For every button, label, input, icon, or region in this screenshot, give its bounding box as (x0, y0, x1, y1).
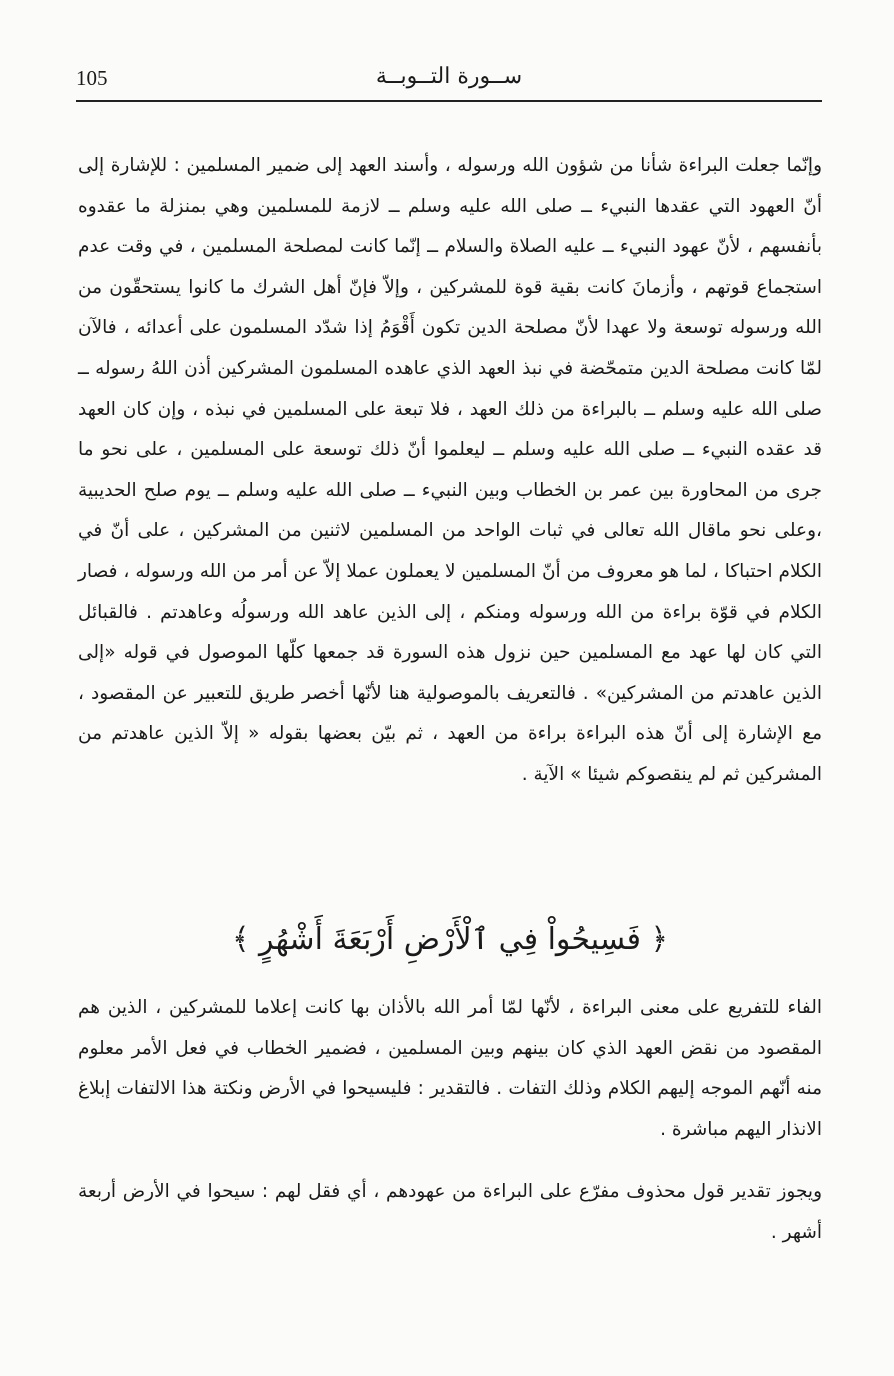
paragraph-2: الفاء للتفريع على معنى البراءة ، لأنّها لمّا أمر الله بالأذان بها كانت إعلاما للمشركين ، الذين هم المقصود من نقض العهد الذي كان بينهم وبين المسلمين ، فضمير الخطاب في فعل الأمر معلوم منه أنّهم الموجه إليهم الكلام وذلك التفات . فالتقدير : فليسيحوا في الأرض ونكتة هذا الالتفات إبلاغ الانذار اليهم مباشرة . (78, 997, 822, 1140)
paragraph-3: ويجوز تقدير قول محذوف مفرّع على البراءة من عهودهم ، أي فقل لهم : سيحوا في الأرض أربعة أشهر . (78, 1181, 822, 1243)
quran-verse: ﴿ فَسِيحُواْ فِي ٱلْأَرْضِ أَرْبَعَةَ أَشْهُرٍ ﴾ (231, 922, 669, 957)
page-number: 105 (76, 66, 108, 90)
page-header (76, 60, 822, 102)
running-title: ســورة التــوبــة (375, 64, 523, 89)
paragraph-1: وإنّما جعلت البراءة شأنا من شؤون الله ورسوله ، وأسند العهد إلى ضمير المسلمين : للإشارة إلى أنّ العهود التي عقدها النبيء ــ صلى الله عليه وسلم ــ لازمة للمسلمين وهي بمنزلة ما عقدوه بأنفسهم ، لأنّ عهود النبيء ــ عليه الصلاة والسلام ــ إنّما كانت لمصلحة المسلمين ، في وقت عدم استجماع قوتهم ، وأزمانَ كانت بقية قوة للمشركين ، وإلاّ فإنّ أهل الشرك ما كانوا يستحقّون من الله ورسوله توسعة ولا عهدا لأنّ مصلحة الدين تكون أَقْوَمُ إذا شدّد المسلمون على أعدائه ، فالآن لمّا كانت مصلحة الدين متمحّضة في نبذ العهد الذي عاهده المسلمون المشركين أذن اللهُ رسوله ــ صلى الله عليه وسلم ــ بالبراءة من ذلك العهد ، فلا تبعة على المسلمين في نبذه ، وإن كان العهد قد عقده النبيء ــ صلى الله عليه وسلم ــ ليعلموا أنّ ذلك توسعة على المسلمين ، على نحو ما جرى من المحاورة بين عمر بن الخطاب وبين النبيء ــ صلى الله عليه وسلم ــ يوم صلح الحديبية ،وعلى نحو ماقال الله تعالى في ثبات الواحد من المسلمين لاثنين من المشركين ، على أنّ في الكلام احتباكا ، لما هو معروف من أنّ المسلمين لا يعملون عملا إلاّ عن أمر من الله ورسوله ، فصار الكلام في قوّة براءة من الله ورسوله ومنكم ، إلى الذين عاهد الله ورسولُه وعاهدتم . فالقبائل التي كان لها عهد مع المسلمين حين نزول هذه السورة قد جمعها كلّها الموصول في قوله «إلى الذين عاهدتم من المشركين» . فالتعريف بالموصولية هنا لأنّها أخصر طريق للتعبير عن المقصود ، مع الإشارة إلى أنّ هذه البراءة براءة من العهد ، ثم بيّن بعضها بقوله « إلاّ الذين عاهدتم من المشركين ثم لم ينقصوكم شيئا » الآية . (78, 155, 822, 785)
